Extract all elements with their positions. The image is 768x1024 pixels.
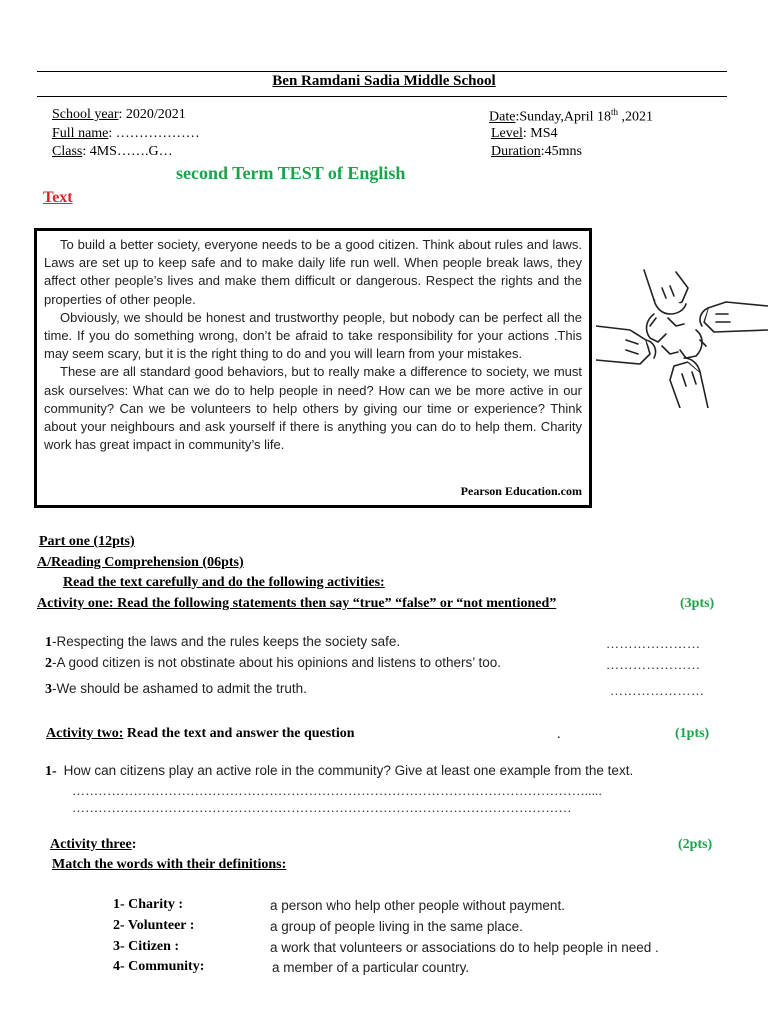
passage-source: Pearson Education.com (460, 483, 582, 498)
date-year: ,2021 (618, 109, 653, 125)
activity-three-label: Activity three (50, 837, 132, 852)
match-word-4: 4- Community: (113, 959, 205, 974)
activity-three-instruction (52, 857, 286, 873)
part-one-instruction-label: Read the text carefully and do the following activities: (63, 575, 385, 590)
activity-two-points: (1pts) (675, 726, 710, 741)
level-label: Level (491, 126, 523, 141)
duration-label: Duration (491, 144, 541, 159)
passage-paragraph: Obviously, we should be honest and trustworthy people, but nobody can be perfect all the time. If you do something wrong, don’t be afraid to take responsibility for your actions .This may seem scary, but it is the right thing to do and you will learn from your mistakes. (44, 309, 582, 362)
reading-comprehension-title (37, 555, 244, 571)
activity-two-heading (46, 726, 355, 742)
question-1 (45, 763, 633, 780)
top-rule (37, 71, 727, 72)
class-value: : 4MS…….G… (82, 144, 173, 159)
school-name: Ben Ramdani Sadia Middle School (272, 73, 496, 89)
match-definition-3: a work that volunteers or associations do to help people in need . (270, 940, 659, 955)
statement-number: 3 (45, 682, 52, 697)
activity-three-colon: : (131, 837, 137, 852)
school-year (52, 107, 186, 123)
school-year-label: School year (52, 107, 119, 122)
answer-blank-3[interactable]: ………………… (610, 683, 705, 698)
class (52, 144, 173, 160)
answer-blank-1[interactable]: ………………… (606, 636, 701, 651)
full-name (52, 126, 200, 142)
class-label: Class (52, 144, 83, 159)
statement-number: 1 (45, 635, 52, 650)
date-value: :Sunday,April 18 (515, 109, 611, 125)
level-value: : MS4 (522, 126, 558, 141)
statement-1 (45, 634, 400, 651)
passage-paragraph: These are all standard good behaviors, but to really make a difference to society, we must ask ourselves: What can we do to help people in need? How can we be more active in our community? Can we be volunteers to help others by giving our time or experience? Think about your neighbours and ask yourself if there is anything you can do to help them. Charity work has great impact in community’s life. (44, 364, 582, 453)
school-year-value: : 2020/2021 (118, 107, 186, 122)
text-heading: Text (43, 189, 73, 206)
activity-one-heading (37, 596, 556, 612)
duration (491, 144, 582, 160)
passage-paragraph: To build a better society, everyone needs to be a good citizen. Think about rules and laws. Laws are set up to keep safe and to make daily life run well. When people break laws, they affect other people’s lives and make them difficult or dangerous. Respect the rights and the properties of other people. (44, 237, 582, 307)
level (491, 126, 558, 142)
match-word-3: 3- Citizen : (113, 939, 180, 954)
activity-three-heading (50, 837, 136, 853)
activity-one-points: (3pts) (680, 596, 715, 611)
activity-two-label: Activity two: (46, 726, 124, 741)
full-name-label: Full name (52, 126, 109, 141)
duration-value: :45mns (540, 144, 582, 159)
date-label: Date (489, 109, 516, 125)
match-word-2: 2- Volunteer : (113, 918, 195, 933)
match-word-1: 1- Charity : (113, 897, 183, 912)
statement-2 (45, 655, 501, 672)
part-one-instruction (63, 575, 385, 591)
answer-blank-2[interactable]: ………………… (606, 657, 701, 672)
stray-dot: . (557, 727, 561, 742)
match-definition-4: a member of a particular country. (272, 960, 470, 975)
date-suffix: th (610, 107, 618, 117)
statement-number: 2 (45, 656, 52, 671)
statement-text: -A good citizen is not obstinate about his opinions and listens to others’ too. (52, 655, 502, 670)
date (489, 107, 653, 126)
reading-passage (34, 228, 592, 508)
answer-line-2[interactable]: …………………………………………………………………………………………………… (72, 800, 572, 815)
statement-text: -Respecting the laws and the rules keeps the society safe. (52, 634, 401, 649)
activity-one-instruction: Read the following statements then say “true” “false” or “not mentioned” (113, 596, 557, 611)
activity-one-label: Activity one: (37, 596, 114, 611)
test-title: second Term TEST of English (176, 163, 406, 183)
activity-two-instruction: Read the text and answer the question (123, 726, 355, 741)
part-one-label: Part one (12pts) (39, 534, 135, 549)
match-definition-1: a person who help other people without payment. (270, 898, 565, 913)
question-text: How can citizens play an active role in the community? Give at least one example from the text. (63, 763, 634, 778)
match-definition-2: a group of people living in the same place. (270, 919, 523, 934)
header-rule (37, 96, 727, 97)
statement-3 (45, 681, 307, 698)
reading-comprehension-label: A/Reading Comprehension (06pts) (37, 555, 244, 570)
statement-text: -We should be ashamed to admit the truth. (52, 681, 307, 696)
full-name-value: : ……………… (108, 126, 200, 141)
part-one-title (39, 534, 135, 550)
question-number: 1- (45, 764, 57, 779)
activity-three-instruction-label: Match the words with their definitions: (52, 857, 287, 872)
answer-line-1[interactable]: ………………………………………………………………………………………………………..... (72, 783, 602, 798)
activity-three-points: (2pts) (678, 837, 713, 852)
linked-hands-illustration (596, 268, 768, 408)
